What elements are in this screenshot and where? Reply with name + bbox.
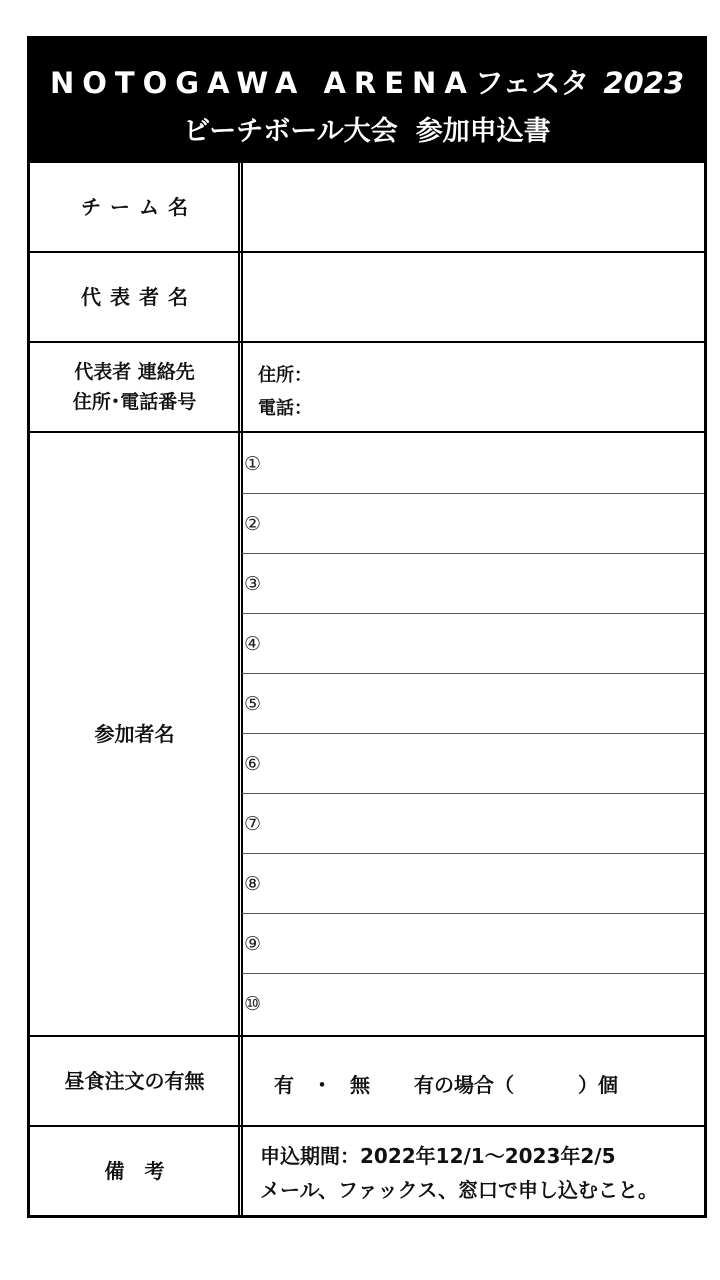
participant-number: ② [244,513,262,535]
lunch-yes: 有 [274,1072,294,1097]
application-form [27,36,707,1218]
participant-line [242,853,704,854]
participant-number: ⑨ [244,933,262,955]
participant-number: ① [244,453,262,475]
contact-fields [258,359,312,425]
title-latin: NOTOGAWA ARENA [49,66,475,100]
participant-number: ④ [244,633,262,655]
lunch-options [242,1039,704,1127]
form-subtitle [30,109,704,148]
participant-number: ③ [244,573,262,595]
participant-line [242,793,704,794]
participant-line [242,913,704,914]
participant-number: ⑩ [244,993,262,1015]
lunch-unit: ）個 [578,1072,618,1097]
representative-label: 代表者名 [81,285,197,309]
title-kana: フェスタ [474,66,590,100]
form-title [30,61,704,102]
participant-number: ⑤ [244,693,262,715]
team-name-label: チーム名 [81,195,197,219]
application-method: メール、ファックス、窓口で申し込むこと。 [260,1178,658,1202]
participant-line [242,613,704,614]
lunch-if-yes: 有の場合（ [414,1072,514,1097]
participant-number: ⑧ [244,873,262,895]
participant-line [242,733,704,734]
participant-line [242,973,704,974]
remarks-label: 備 考 [104,1159,165,1183]
form-header [30,39,704,163]
remarks-text [260,1139,658,1207]
participants-label: 参加者名 [94,722,175,746]
lunch-separator: ・ [312,1072,332,1097]
address-label: 住所： [258,365,312,386]
lunch-label: 昼食注文の有無 [64,1069,205,1093]
participant-line [242,493,704,494]
subtitle-event: ビーチボール大会 [183,116,398,147]
application-period: 申込期間：2022年12/1～2023年2/5 [260,1144,616,1168]
participant-number: ⑥ [244,753,262,775]
participant-line [242,553,704,554]
title-year: 2023 [603,66,685,100]
contact-label: 代表者 連絡先 住所･電話番号 [72,360,197,413]
participant-number: ⑦ [244,813,262,835]
phone-label: 電話： [258,398,312,419]
subtitle-doc: 参加申込書 [415,116,551,147]
lunch-no: 無 [350,1072,370,1097]
participant-line [242,673,704,674]
